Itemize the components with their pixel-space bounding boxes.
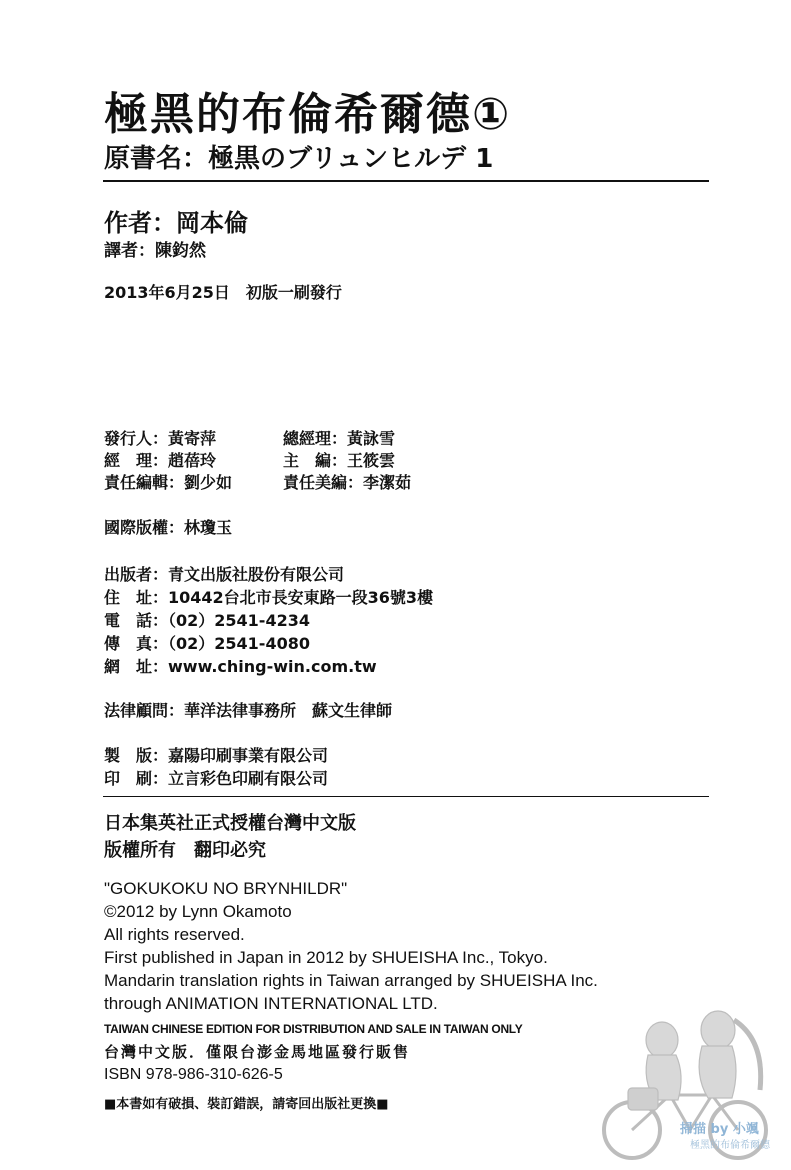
top-divider [103, 180, 709, 182]
english-rights: All rights reserved. [104, 925, 245, 944]
staff-chief-editor: 主 編：王筱雲 [283, 451, 396, 470]
english-through: through ANIMATION INTERNATIONAL LTD. [104, 994, 438, 1013]
watermark-text: 掃描 by 小颯 [680, 1122, 759, 1137]
company-publisher: 出版者：青文出版社股份有限公司 [104, 565, 345, 584]
company-website: 網 址：www.ching-win.com.tw [104, 657, 377, 676]
isbn: ISBN 978-986-310-626-5 [104, 1066, 283, 1083]
damage-notice: ■本書如有破損、裝訂錯誤，請寄回出版社更換■ [104, 1097, 389, 1112]
company-phone: 電 話：（02）2541-4234 [104, 611, 310, 630]
english-title: "GOKUKOKU NO BRYNHILDR" [104, 879, 348, 898]
printer: 印 刷：立言彩色印刷有限公司 [104, 769, 329, 788]
watermark-subtext: 極黑的布倫希爾德 [690, 1140, 770, 1151]
plate-maker: 製 版：嘉陽印刷事業有限公司 [104, 746, 329, 765]
staff-manager: 經 理：趙蓓玲 [104, 451, 217, 470]
english-first-published: First published in Japan in 2012 by SHUEISHA Inc., Tokyo. [104, 948, 548, 967]
english-distribution: TAIWAN CHINESE EDITION FOR DISTRIBUTION AND SALE IN TAIWAN ONLY [104, 1022, 523, 1036]
book-title: 極黑的布倫希爾德① [104, 89, 512, 140]
translator: 譯者：陳鈞然 [104, 241, 206, 261]
english-copyright: ©2012 by Lynn Okamoto [104, 902, 292, 921]
legal-advisor: 法律顧問：華洋法律事務所 蘇文生律師 [104, 701, 393, 720]
english-mandarin-rights: Mandarin translation rights in Taiwan arranged by SHUEISHA Inc. [104, 971, 598, 990]
staff-editor: 責任編輯：劉少如 [104, 473, 233, 492]
license-line-1: 日本集英社正式授權台灣中文版 [104, 813, 356, 834]
rights-manager: 國際版權：林瓊玉 [104, 518, 233, 537]
publish-date: 2013年6月25日 初版一刷發行 [104, 283, 342, 302]
company-address: 住 址：10442台北市長安東路一段36號3樓 [104, 588, 434, 607]
staff-publisher: 發行人：黃寄萍 [104, 429, 217, 448]
taiwan-edition: 台灣中文版．僅限台澎金馬地區發行販售 [104, 1043, 411, 1061]
bottom-divider [103, 796, 709, 797]
original-title: 原書名：極黒のブリュンヒルデ 1 [104, 144, 494, 174]
company-fax: 傳 真：（02）2541-4080 [104, 634, 310, 653]
license-line-2: 版權所有 翻印必究 [104, 840, 266, 861]
staff-general-manager: 總經理：黃詠雪 [283, 429, 396, 448]
author: 作者：岡本倫 [104, 209, 248, 237]
staff-art-editor: 責任美編：李潔茹 [283, 473, 412, 492]
